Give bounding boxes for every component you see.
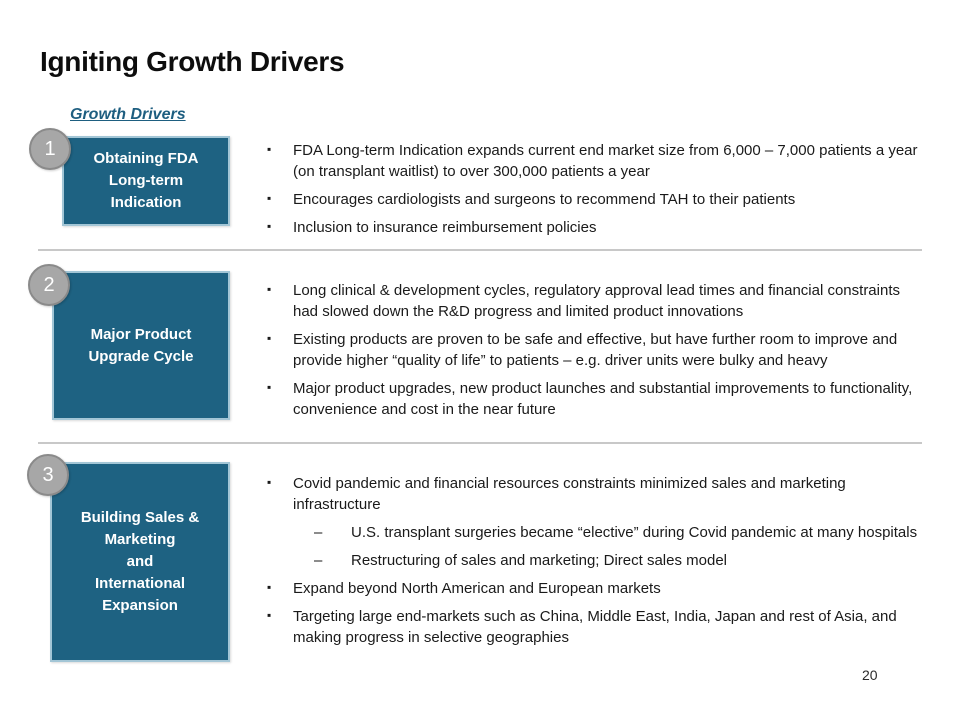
- bullet-item: ▪ Existing products are proven to be safe and effective, but have further room to improve and provide higher “quality of life” to patients – e.g. driver units were bulky and heavy: [266, 329, 924, 371]
- growth-drivers-heading: Growth Drivers: [70, 106, 186, 123]
- driver-1-box: [62, 136, 230, 226]
- driver-2-label-line: Upgrade Cycle: [88, 347, 194, 365]
- driver-3-label-line: Marketing: [104, 531, 176, 548]
- driver-3-number: 3: [42, 464, 54, 486]
- bullet-item: ▪ FDA Long-term Indication expands current end market size from 6,000 – 7,000 patients a year (on transplant waitlist) to over 300,000 patients a year: [266, 140, 924, 182]
- driver-2-number-badge: [28, 264, 70, 306]
- driver-2-number: 2: [43, 274, 55, 296]
- driver-3-label-line: and: [126, 553, 154, 570]
- bullet-item: ▪ Encourages cardiologists and surgeons to recommend TAH to their patients: [266, 189, 924, 210]
- driver-3-label-line: Building Sales &: [80, 509, 200, 526]
- driver-1-label-line: Obtaining FDA: [93, 150, 199, 167]
- section-divider-2: [38, 442, 922, 444]
- bullet-item: ▪ Expand beyond North American and European markets: [266, 578, 924, 599]
- bullet-item: ▪ Targeting large end-markets such as China, Middle East, India, Japan and rest of Asia, and making progress in selective geographies: [266, 606, 924, 648]
- bullet-item: ▪ Inclusion to insurance reimbursement policies: [266, 217, 924, 238]
- slide-title: Igniting Growth Drivers: [40, 46, 345, 77]
- driver-1-number-badge: [29, 128, 71, 170]
- driver-1-number: 1: [44, 138, 56, 160]
- bullet-item: ▪ Covid pandemic and financial resources constraints minimized sales and marketing infrastructure: [266, 473, 924, 515]
- driver-2-label-line: Major Product: [90, 325, 192, 343]
- driver-3-number-badge: [27, 454, 69, 496]
- driver-3-label-line: International: [94, 575, 185, 592]
- driver-1-label-line: Long-term: [108, 172, 184, 189]
- driver-2-box: [52, 271, 230, 420]
- driver-3-box: [50, 462, 230, 662]
- driver-1-bullet-list: [266, 140, 924, 245]
- bullet-item: ▪ Major product upgrades, new product launches and substantial improvements to functionality, convenience and cost in the near future: [266, 378, 924, 420]
- sub-bullet-item: – Restructuring of sales and marketing; Direct sales model: [314, 550, 924, 571]
- page-number: 20: [862, 667, 878, 683]
- driver-3-label-line: Expansion: [102, 597, 178, 614]
- sub-bullet-item: – U.S. transplant surgeries became “elective” during Covid pandemic at many hospitals: [314, 522, 924, 543]
- driver-1-label-line: Indication: [110, 194, 182, 211]
- bullet-item: ▪ Long clinical & development cycles, regulatory approval lead times and financial constraints had slowed down the R&D progress and limited product innovations: [266, 280, 924, 322]
- driver-3-bullet-list: [266, 473, 924, 655]
- section-divider-1: [38, 249, 922, 251]
- driver-2-bullet-list: [266, 280, 924, 427]
